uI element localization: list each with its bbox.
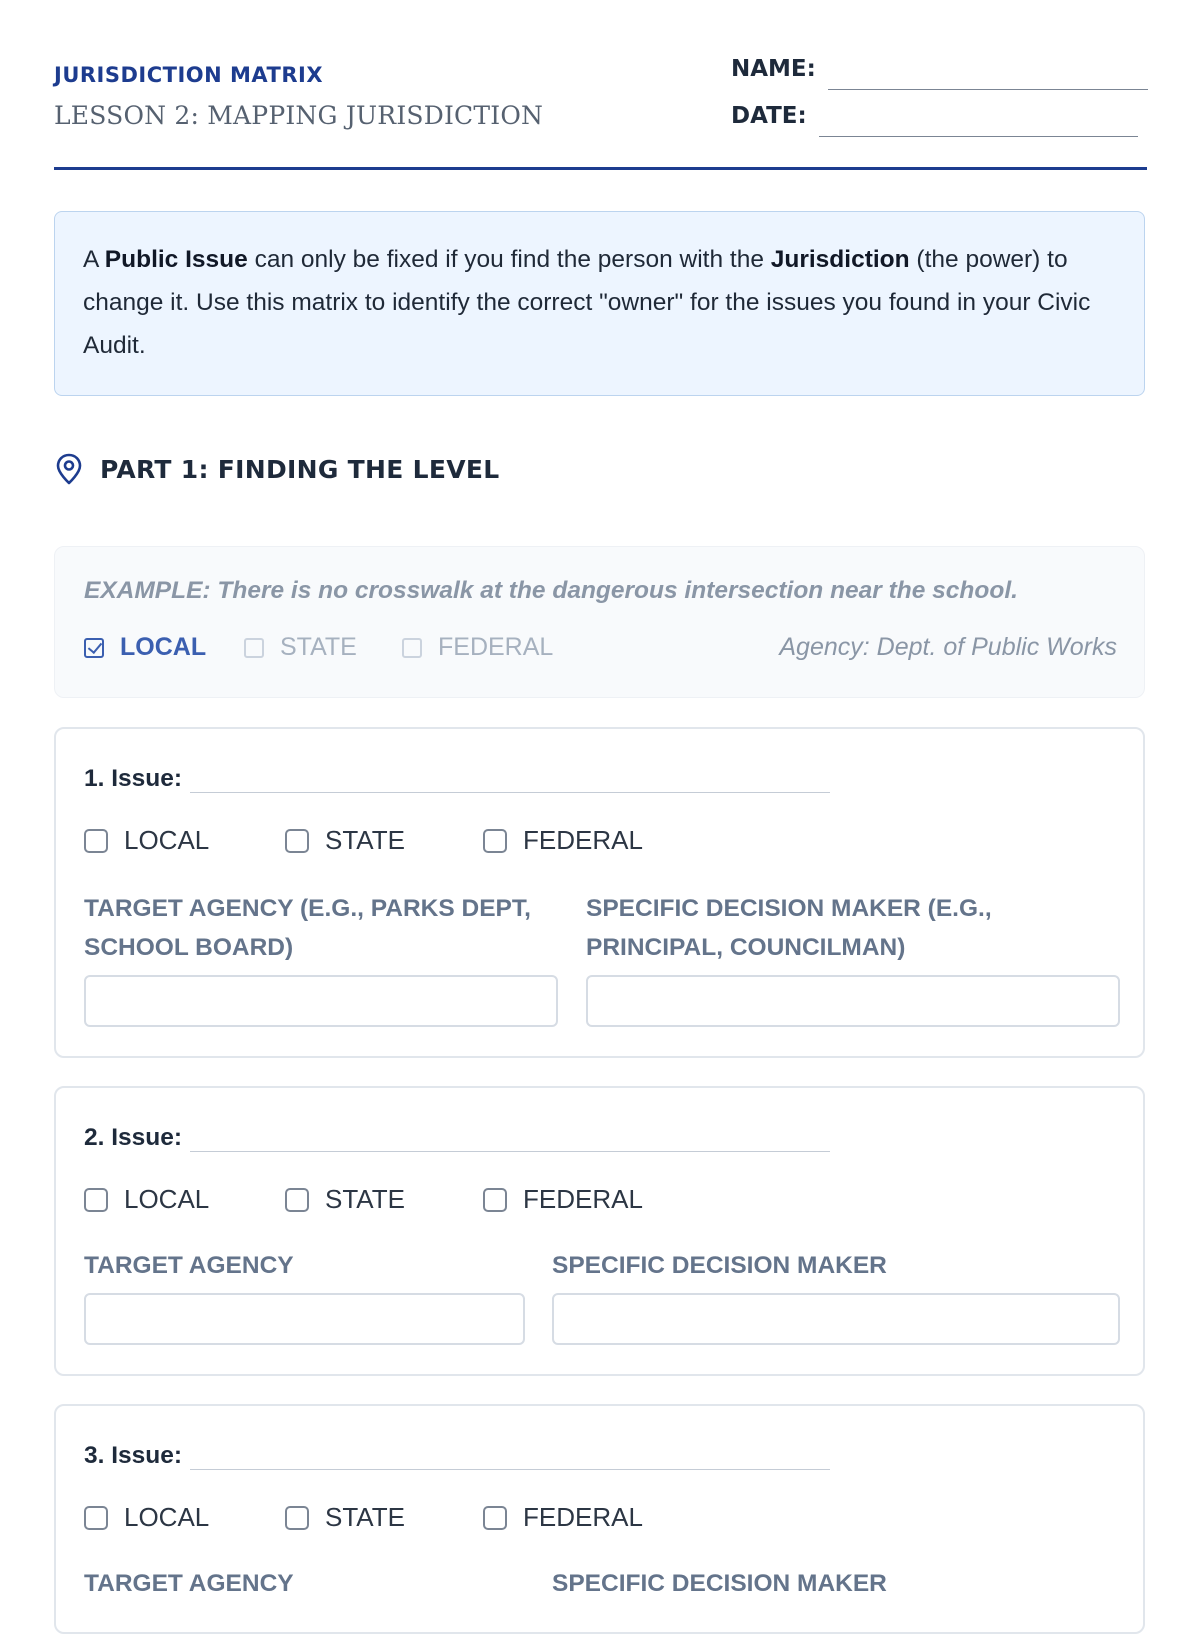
issue-row xyxy=(84,1124,830,1152)
worksheet-header xyxy=(54,0,1147,170)
intro-text-2: can only be fixed if you find the person with the xyxy=(247,246,771,273)
example-text: EXAMPLE: There is no crosswalk at the dangerous intersection near the school. xyxy=(84,577,1018,604)
checkbox-icon[interactable] xyxy=(285,1506,309,1530)
worksheet-brand: JURISDICTION MATRIX xyxy=(54,63,324,87)
decision-maker-input[interactable] xyxy=(586,975,1120,1027)
checkbox-icon[interactable] xyxy=(84,829,108,853)
level-state-label: STATE xyxy=(325,1184,405,1214)
name-label: NAME: xyxy=(731,56,816,82)
checkbox-icon[interactable] xyxy=(285,1188,309,1212)
worksheet-page xyxy=(54,0,1147,1597)
level-local-checkbox[interactable] xyxy=(84,825,285,856)
level-state-checkbox[interactable] xyxy=(285,1184,483,1215)
level-local-label: LOCAL xyxy=(124,1502,210,1532)
checkbox-icon[interactable] xyxy=(285,829,309,853)
issue-blank-line[interactable] xyxy=(190,1469,830,1470)
level-state-label: STATE xyxy=(325,825,405,855)
name-blank-line[interactable] xyxy=(828,89,1148,90)
checkbox-icon[interactable] xyxy=(483,1506,507,1530)
issue-blank-line[interactable] xyxy=(190,1151,830,1152)
example-state-option xyxy=(244,633,357,662)
example-local-label: LOCAL xyxy=(120,633,207,661)
target-agency-label: TARGET AGENCY xyxy=(84,1252,294,1279)
issue-label: 1. Issue: xyxy=(84,765,183,792)
intro-text-3: (the power) to change it. Use this matrix to identify the correct "owner" for the issues you found in your Civic Audit. xyxy=(83,246,1091,359)
checkbox-icon[interactable] xyxy=(84,1188,108,1212)
unchecked-checkbox-icon xyxy=(244,638,264,658)
level-state-label: STATE xyxy=(325,1502,405,1532)
issue-row xyxy=(84,1442,830,1470)
issue-label: 3. Issue: xyxy=(84,1442,183,1469)
issue-row xyxy=(84,765,830,793)
level-state-checkbox[interactable] xyxy=(285,825,483,856)
level-federal-checkbox[interactable] xyxy=(483,825,643,856)
example-state-label: STATE xyxy=(280,633,357,661)
example-federal-option xyxy=(402,633,553,662)
date-blank-line[interactable] xyxy=(819,136,1138,137)
level-local-label: LOCAL xyxy=(124,1184,210,1214)
level-local-checkbox[interactable] xyxy=(84,1502,285,1533)
date-row xyxy=(731,103,1138,129)
level-local-checkbox[interactable] xyxy=(84,1184,285,1215)
date-label: DATE: xyxy=(731,103,807,129)
level-federal-checkbox[interactable] xyxy=(483,1184,643,1215)
part1-title: PART 1: FINDING THE LEVEL xyxy=(100,454,500,484)
target-agency-input[interactable] xyxy=(84,975,558,1027)
level-local-label: LOCAL xyxy=(124,825,210,855)
example-agency: Agency: Dept. of Public Works xyxy=(779,633,1117,661)
intro-public-issue: Public Issue xyxy=(104,246,248,273)
level-options xyxy=(84,825,643,856)
example-local-option xyxy=(84,633,206,662)
intro-jurisdiction: Jurisdiction xyxy=(770,246,910,273)
decision-maker-label: SPECIFIC DECISION MAKER (E.G., PRINCIPAL, COUNCILMAN) xyxy=(586,895,992,961)
part1-heading xyxy=(54,452,499,486)
header-divider xyxy=(54,167,1147,170)
target-agency-label: TARGET AGENCY (E.G., PARKS DEPT, SCHOOL BOARD) xyxy=(84,895,531,961)
issue-blank-line[interactable] xyxy=(190,792,830,793)
decision-maker-label: SPECIFIC DECISION MAKER xyxy=(552,1570,887,1597)
level-federal-label: FEDERAL xyxy=(523,1502,643,1532)
unchecked-checkbox-icon xyxy=(402,638,422,658)
example-federal-label: FEDERAL xyxy=(438,633,554,661)
level-state-checkbox[interactable] xyxy=(285,1502,483,1533)
intro-callout xyxy=(54,211,1145,396)
decision-maker-input[interactable] xyxy=(552,1293,1120,1345)
level-federal-label: FEDERAL xyxy=(523,1184,643,1214)
example-box xyxy=(54,546,1145,698)
name-row xyxy=(731,56,1148,82)
level-federal-checkbox[interactable] xyxy=(483,1502,643,1533)
checkbox-icon[interactable] xyxy=(483,829,507,853)
checkbox-icon[interactable] xyxy=(84,1506,108,1530)
target-agency-input[interactable] xyxy=(84,1293,525,1345)
level-federal-label: FEDERAL xyxy=(523,825,643,855)
intro-text-1: A xyxy=(83,246,105,273)
issue-card-2 xyxy=(54,1086,1145,1376)
lesson-subtitle: LESSON 2: MAPPING JURISDICTION xyxy=(54,101,544,130)
issue-label: 2. Issue: xyxy=(84,1124,183,1151)
map-pin-icon xyxy=(54,452,84,486)
level-options xyxy=(84,1502,643,1533)
target-agency-label: TARGET AGENCY xyxy=(84,1570,294,1597)
level-options xyxy=(84,1184,643,1215)
decision-maker-label: SPECIFIC DECISION MAKER xyxy=(552,1252,887,1279)
checked-checkbox-icon xyxy=(84,638,104,658)
checkbox-icon[interactable] xyxy=(483,1188,507,1212)
issue-card-1 xyxy=(54,727,1145,1058)
